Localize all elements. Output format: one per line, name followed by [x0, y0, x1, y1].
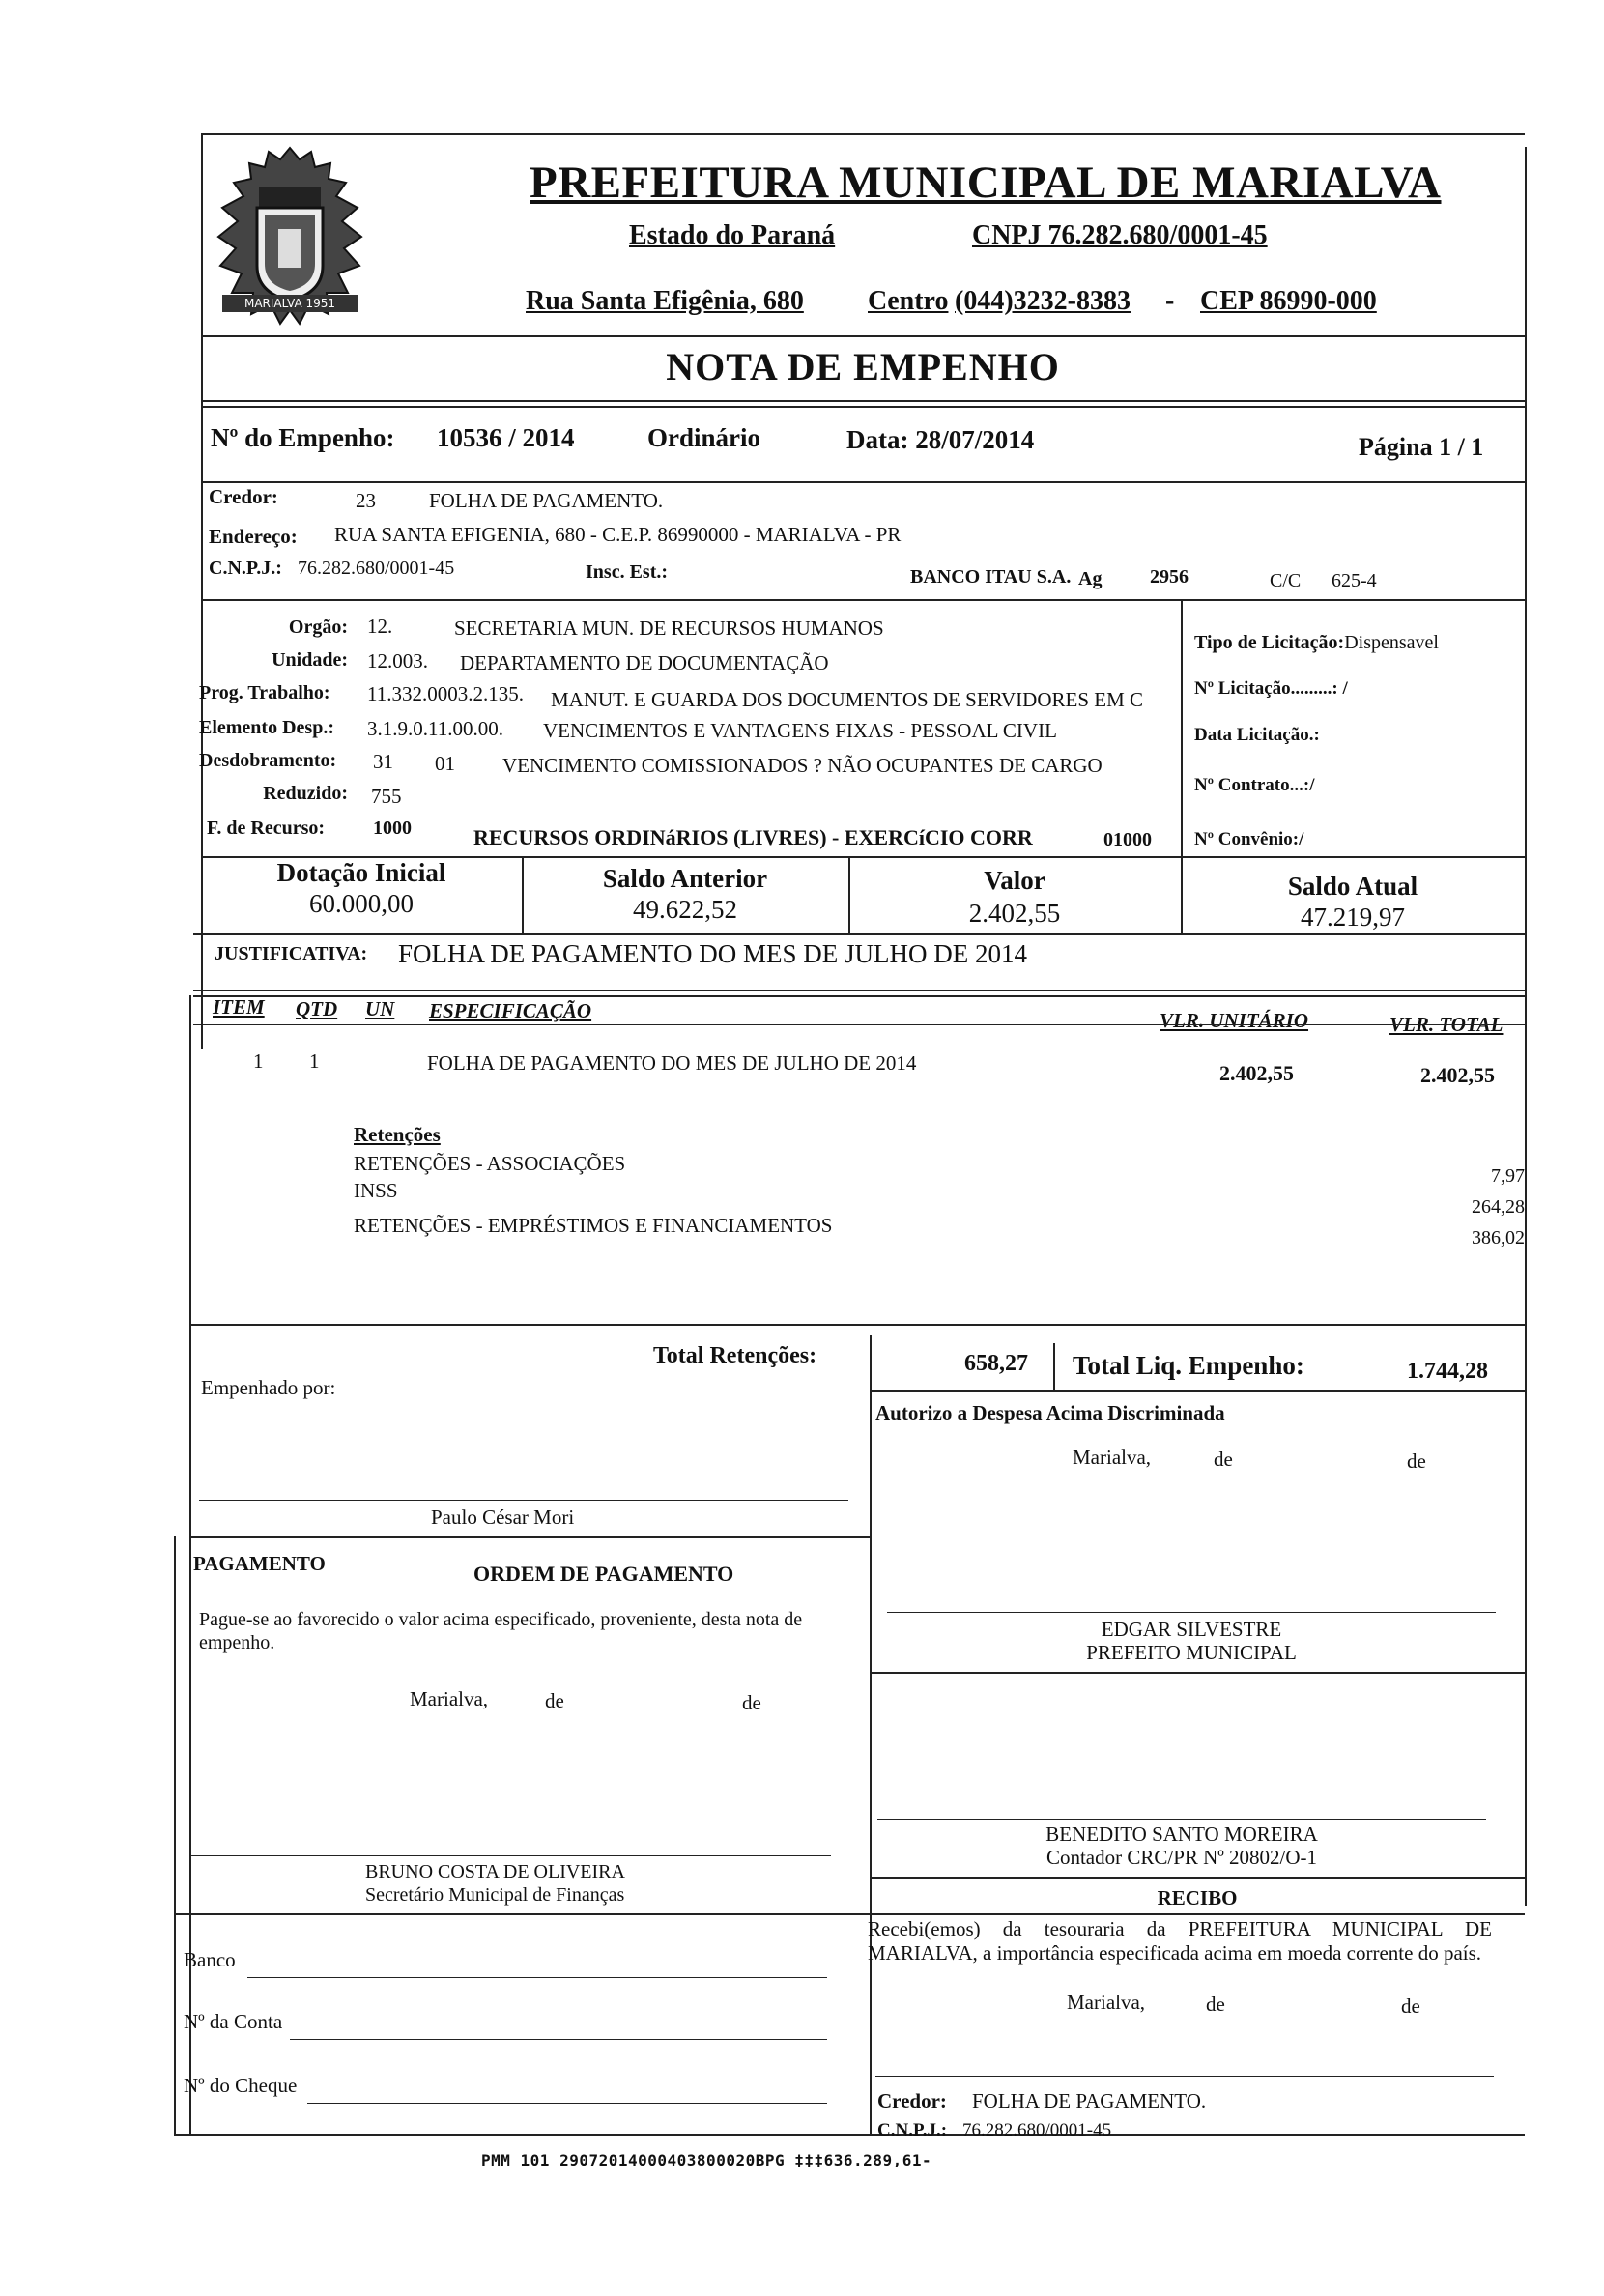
licitacao-type-label-text: Tipo de Licitação:	[1194, 632, 1345, 653]
account-number: 625-4	[1332, 570, 1377, 591]
unidade-code: 12.003.	[367, 649, 428, 673]
licitacao-date: Data Licitação.:	[1194, 725, 1320, 745]
retencao-line: RETENÇÕES - ASSOCIAÇÕES	[354, 1152, 626, 1175]
recibo-credor-label: Credor:	[877, 2089, 947, 2112]
conta-field[interactable]	[290, 2039, 827, 2040]
recibo-credor: FOLHA DE PAGAMENTO.	[972, 2089, 1207, 2112]
header-cep: CEP 86990-000	[1200, 286, 1377, 316]
header-district: Centro	[868, 286, 949, 316]
dotacao-label: Dotação Inicial	[276, 858, 446, 887]
recibo-de1: de	[1206, 1993, 1225, 2016]
recibo-cnpj: 76.282.680/0001-45	[962, 2120, 1112, 2140]
empenhado-name: Paulo César Mori	[431, 1506, 575, 1529]
prog-label: Prog. Trabalho:	[199, 682, 330, 703]
ordem-pagamento-title: ORDEM DE PAGAMENTO	[473, 1562, 734, 1586]
municipality-title: PREFEITURA MUNICIPAL DE MARIALVA	[530, 158, 1442, 208]
secretario-role: Secretário Municipal de Finanças	[365, 1884, 625, 1906]
credor-code: 23	[356, 489, 376, 512]
pagamento-de2: de	[742, 1691, 761, 1714]
elemento-code: 3.1.9.0.11.00.00.	[367, 717, 503, 740]
address-label: Endereço:	[209, 525, 298, 548]
row-especificacao: FOLHA DE PAGAMENTO DO MES DE JULHO DE 2014	[427, 1051, 917, 1075]
credor-label: Credor:	[209, 485, 278, 508]
banco-label: Banco	[184, 1948, 236, 1971]
elemento-name: VENCIMENTOS E VANTAGENS FIXAS - PESSOAL CIVIL	[543, 719, 1057, 742]
saldo-atual-label: Saldo Atual	[1287, 872, 1418, 901]
row-qtd: 1	[309, 1049, 320, 1073]
contador-role: Contador CRC/PR Nº 20802/O-1	[1045, 1846, 1318, 1869]
recibo-cnpj-label: C.N.P.J.:	[877, 2120, 948, 2140]
header-cnpj: CNPJ 76.282.680/0001-45	[972, 220, 1268, 250]
state-name: Estado do Paraná	[629, 220, 836, 250]
total-liquido-value: 1.744,28	[1407, 1359, 1488, 1384]
prog-code: 11.332.0003.2.135.	[367, 682, 524, 705]
elemento-label: Elemento Desp.:	[199, 717, 334, 738]
retencoes-title: Retenções	[354, 1123, 441, 1146]
page-indicator: Página 1 / 1	[1359, 433, 1484, 461]
agency-label: Ag	[1078, 568, 1103, 589]
saldo-anterior-label: Saldo Anterior	[602, 864, 768, 893]
prefeito-name: EDGAR SILVESTRE	[1101, 1618, 1282, 1641]
municipal-crest-icon	[203, 140, 377, 333]
pagamento-city: Marialva,	[410, 1687, 489, 1710]
credor-name: FOLHA DE PAGAMENTO.	[429, 489, 664, 512]
header-dash: -	[1165, 286, 1175, 316]
autorizo-de1: de	[1214, 1448, 1233, 1471]
document-title: NOTA DE EMPENHO	[666, 345, 1060, 388]
cheque-label: Nº do Cheque	[184, 2074, 298, 2097]
reduzido-value: 755	[371, 785, 402, 808]
empenho-type: Ordinário	[647, 423, 761, 452]
autorizo-de2: de	[1407, 1449, 1426, 1473]
saldo-atual-value: 47.219,97	[1301, 903, 1405, 932]
bank-name: BANCO ITAU S.A.	[910, 566, 1072, 588]
row-item: 1	[253, 1049, 264, 1073]
recibo-de2: de	[1401, 1995, 1420, 2018]
retencao-value: 386,02	[1472, 1227, 1525, 1248]
convenio-number: Nº Convênio:/	[1194, 829, 1304, 849]
licitacao-type-label	[1194, 632, 1439, 654]
empenho-label: Nº do Empenho:	[211, 423, 395, 452]
col-un: UN	[365, 997, 395, 1020]
col-vlr-total: VLR. TOTAL	[1389, 1013, 1504, 1036]
prog-name: MANUT. E GUARDA DOS DOCUMENTOS DE SERVIDORES EM C	[551, 688, 1143, 711]
retencao-line: INSS	[354, 1179, 398, 1202]
retencao-line: RETENÇÕES - EMPRÉSTIMOS E FINANCIAMENTOS	[354, 1214, 833, 1237]
header-phone: (044)3232-8383	[955, 286, 1131, 316]
col-item: ITEM	[213, 995, 265, 1019]
row-vlr-total: 2.402,55	[1420, 1063, 1495, 1087]
licitacao-type-value: Dispensavel	[1344, 632, 1439, 653]
pagamento-label: PAGAMENTO	[193, 1552, 326, 1575]
empenhado-label: Empenhado por:	[201, 1376, 336, 1399]
desdobramento-code2: 01	[435, 752, 455, 775]
empenho-number: 10536 / 2014	[437, 423, 575, 452]
orgao-label: Orgão:	[288, 617, 348, 638]
desdobramento-name: VENCIMENTO COMISSIONADOS ? NÃO OCUPANTES DE CARGO	[502, 754, 1103, 777]
retencao-value: 7,97	[1491, 1165, 1525, 1187]
pagamento-de1: de	[545, 1689, 564, 1712]
col-qtd: QTD	[296, 997, 338, 1020]
credor-address: RUA SANTA EFIGENIA, 680 - C.E.P. 86990000 - MARIALVA - PR	[334, 523, 902, 546]
row-vlr-unitario: 2.402,55	[1219, 1061, 1294, 1085]
cnpj-label: C.N.P.J.:	[209, 558, 282, 579]
desdobramento-label: Desdobramento:	[199, 750, 337, 771]
orgao-code: 12.	[367, 615, 393, 638]
unidade-label: Unidade:	[272, 649, 348, 671]
recurso-code2: 01000	[1103, 829, 1152, 850]
col-vlr-unitario: VLR. UNITÁRIO	[1160, 1009, 1309, 1032]
autorizo-city: Marialva,	[1073, 1446, 1152, 1469]
account-label: C/C	[1270, 570, 1302, 591]
pagamento-text: Pague-se ao favorecido o valor acima especificado, proveniente, desta nota de empenho.	[199, 1609, 803, 1653]
justificativa-text: FOLHA DE PAGAMENTO DO MES DE JULHO DE 2014	[398, 939, 1028, 968]
conta-label: Nº da Conta	[184, 2010, 283, 2033]
recibo-city: Marialva,	[1067, 1991, 1146, 2014]
recibo-title: RECIBO	[1157, 1886, 1238, 1909]
recibo-text: Recebi(emos) da tesouraria da PREFEITURA MUNICIPAL DE MARIALVA, a importância especificada acima em moeda corrente do país.	[868, 1917, 1492, 1965]
dotacao-value: 60.000,00	[309, 889, 414, 918]
reduzido-label: Reduzido:	[263, 783, 348, 804]
total-retencoes-label: Total Retenções:	[653, 1343, 817, 1368]
licitacao-number: Nº Licitação.........: /	[1194, 678, 1348, 699]
header-street: Rua Santa Efigênia, 680	[526, 286, 804, 316]
insc-label: Insc. Est.:	[586, 561, 669, 583]
retencao-value: 264,28	[1472, 1196, 1525, 1218]
saldo-anterior-value: 49.622,52	[633, 895, 737, 924]
recurso-label: F. de Recurso:	[207, 818, 326, 839]
unidade-name: DEPARTAMENTO DE DOCUMENTAÇÃO	[460, 651, 829, 674]
justificativa-label: JUSTIFICATIVA:	[215, 943, 368, 964]
banco-field[interactable]	[247, 1977, 827, 1978]
autorizo-label: Autorizo a Despesa Acima Discriminada	[875, 1401, 1225, 1424]
contrato-number: Nº Contrato...:/	[1194, 775, 1315, 795]
empenho-date: Data: 28/07/2014	[846, 425, 1035, 454]
secretario-name: BRUNO COSTA DE OLIVEIRA	[365, 1861, 625, 1882]
valor-label: Valor	[984, 866, 1045, 895]
total-retencoes-value: 658,27	[964, 1351, 1028, 1376]
desdobramento-code1: 31	[373, 750, 393, 773]
contador-name: BENEDITO SANTO MOREIRA	[1045, 1822, 1318, 1846]
recurso-code: 1000	[373, 818, 412, 839]
prefeito-role: PREFEITO MUNICIPAL	[1086, 1641, 1297, 1664]
valor-value: 2.402,55	[968, 899, 1061, 928]
crest-text: MARIALVA 1951	[243, 297, 336, 310]
credor-cnpj: 76.282.680/0001-45	[298, 558, 455, 579]
cheque-field[interactable]	[307, 2103, 827, 2104]
col-especificacao: ESPECIFICAÇÃO	[429, 999, 592, 1022]
recurso-name: RECURSOS ORDINáRIOS (LIVRES) - EXERCíCIO CORR	[473, 825, 1033, 849]
total-liquido-label: Total Liq. Empenho:	[1073, 1351, 1304, 1380]
orgao-name: SECRETARIA MUN. DE RECURSOS HUMANOS	[454, 617, 884, 640]
agency-number: 2956	[1150, 566, 1189, 588]
footer-auth-code: PMM 101 29072014000403800020BPG ‡‡‡636.289,61-	[481, 2151, 932, 2169]
